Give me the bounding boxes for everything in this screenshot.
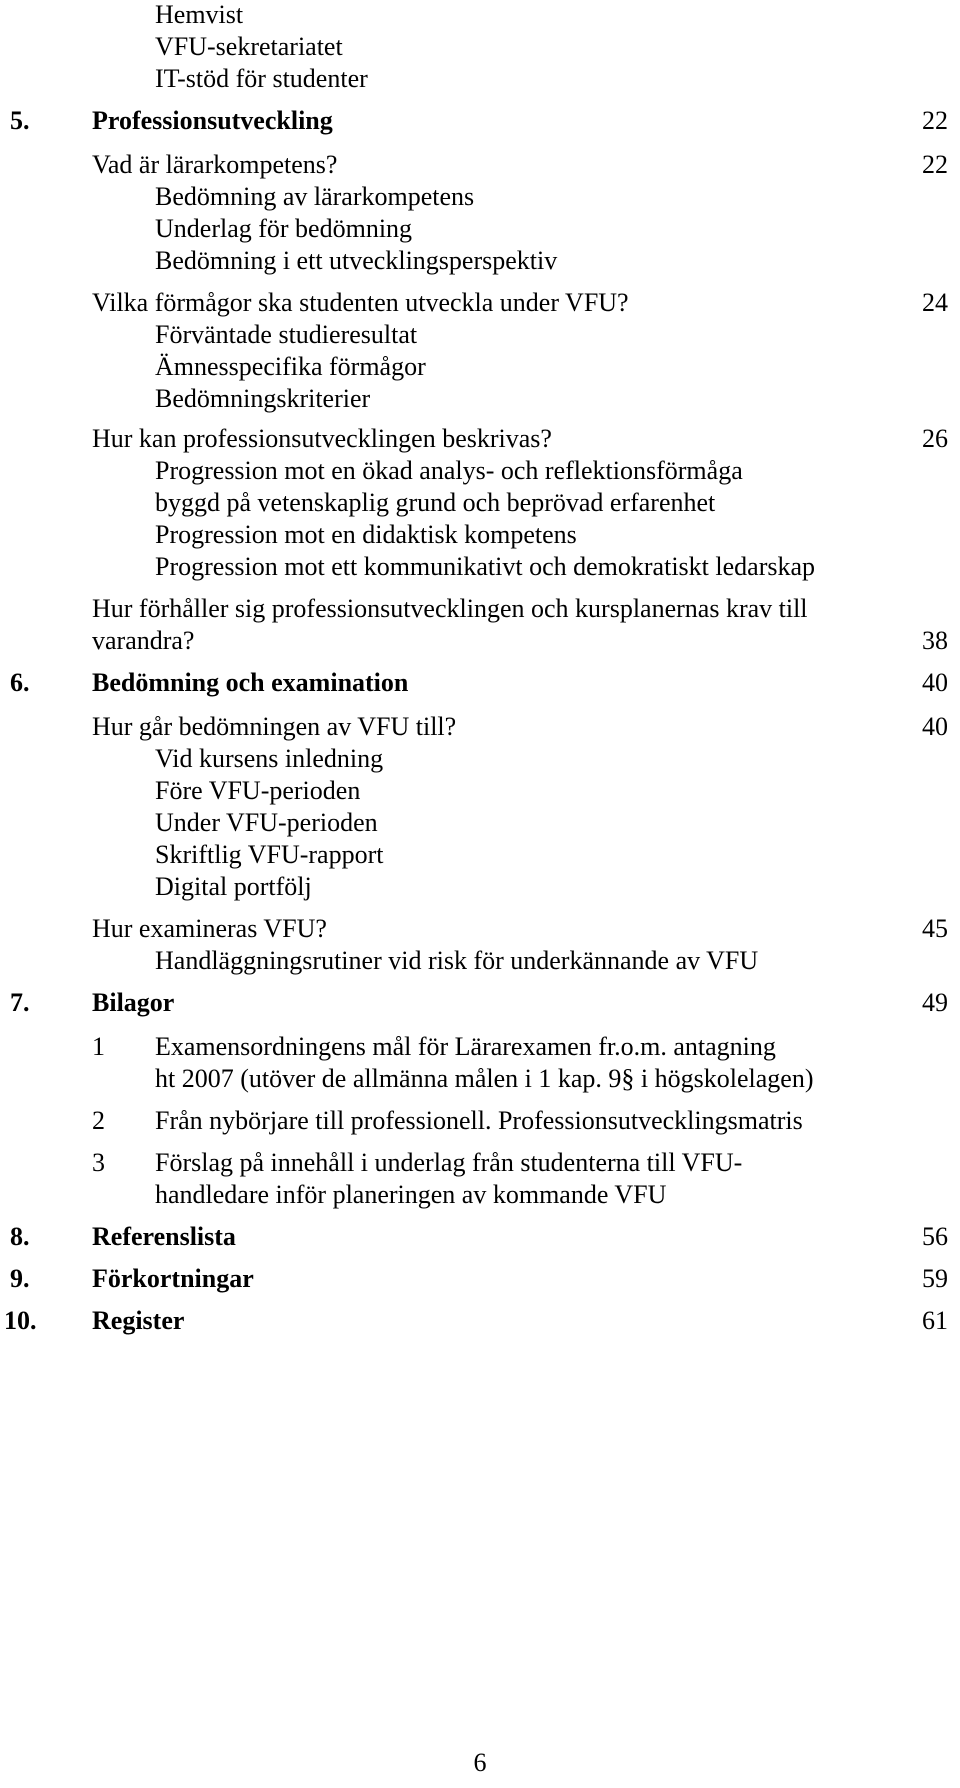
toc-item: byggd på vetenskaplig grund och beprövad erfarenhet bbox=[155, 488, 716, 517]
appendix-3-line2: handledare inför planeringen av kommande VFU bbox=[155, 1180, 667, 1209]
toc-item: Underlag för bedömning bbox=[155, 214, 413, 243]
section-kursplaner-title-line1: Hur förhåller sig professionsutvecklingen och kursplanernas krav till bbox=[92, 594, 808, 623]
chapter-8-number: 8. bbox=[10, 1222, 30, 1251]
toc-item: Under VFU-perioden bbox=[155, 808, 378, 837]
section-beskrivas-title: Hur kan professionsutvecklingen beskrivas? bbox=[92, 424, 552, 453]
section-examineras-page: 45 bbox=[922, 914, 948, 943]
appendix-1-number: 1 bbox=[92, 1032, 105, 1061]
toc-item-hemvist: Hemvist bbox=[155, 0, 244, 29]
toc-item: Progression mot en didaktisk kompetens bbox=[155, 520, 577, 549]
section-formagor-page: 24 bbox=[922, 288, 948, 317]
chapter-9-page: 59 bbox=[922, 1264, 948, 1293]
section-lararkompetens-page: 22 bbox=[922, 150, 948, 179]
appendix-2-line1: Från nybörjare till professionell. Professionsutvecklingsmatris bbox=[155, 1106, 803, 1135]
toc-item: Ämnesspecifika förmågor bbox=[155, 352, 426, 381]
appendix-3-line1: Förslag på innehåll i underlag från studenterna till VFU- bbox=[155, 1148, 743, 1177]
chapter-10-number: 10. bbox=[4, 1306, 37, 1335]
chapter-5-number: 5. bbox=[10, 106, 30, 135]
chapter-6-number: 6. bbox=[10, 668, 30, 697]
section-kursplaner-title-line2: varandra? bbox=[92, 626, 195, 655]
toc-item: Förväntade studieresultat bbox=[155, 320, 418, 349]
section-examineras-title: Hur examineras VFU? bbox=[92, 914, 327, 943]
toc-item-it-stod: IT-stöd för studenter bbox=[155, 64, 368, 93]
chapter-7-page: 49 bbox=[922, 988, 948, 1017]
chapter-8-page: 56 bbox=[922, 1222, 948, 1251]
toc-item-vfu-sekretariatet: VFU-sekretariatet bbox=[155, 32, 343, 61]
appendix-1-line2: ht 2007 (utöver de allmänna målen i 1 kap. 9§ i högskolelagen) bbox=[155, 1064, 814, 1093]
toc-item: Handläggningsrutiner vid risk för underkännande av VFU bbox=[155, 946, 759, 975]
section-formagor-title: Vilka förmågor ska studenten utveckla under VFU? bbox=[92, 288, 629, 317]
chapter-10-page: 61 bbox=[922, 1306, 948, 1335]
page-number: 6 bbox=[473, 1748, 487, 1777]
section-beskrivas-page: 26 bbox=[922, 424, 948, 453]
toc-item: Bedömning av lärarkompetens bbox=[155, 182, 475, 211]
chapter-5-page: 22 bbox=[922, 106, 948, 135]
toc-item: Före VFU-perioden bbox=[155, 776, 361, 805]
toc-item: Vid kursens inledning bbox=[155, 744, 384, 773]
toc-item: Progression mot en ökad analys- och reflektionsförmåga bbox=[155, 456, 743, 485]
chapter-6-page: 40 bbox=[922, 668, 948, 697]
appendix-2-number: 2 bbox=[92, 1106, 105, 1135]
chapter-6-title: Bedömning och examination bbox=[92, 668, 409, 697]
toc-item: Bedömning i ett utvecklingsperspektiv bbox=[155, 246, 558, 275]
chapter-5-title: Professionsutveckling bbox=[92, 106, 333, 135]
section-lararkompetens-title: Vad är lärarkompetens? bbox=[92, 150, 338, 179]
toc-item: Progression mot ett kommunikativt och demokratiskt ledarskap bbox=[155, 552, 816, 581]
chapter-7-number: 7. bbox=[10, 988, 30, 1017]
appendix-1-line1: Examensordningens mål för Lärarexamen fr.o.m. antagning bbox=[155, 1032, 776, 1061]
section-bedomning-page: 40 bbox=[922, 712, 948, 741]
section-bedomning-title: Hur går bedömningen av VFU till? bbox=[92, 712, 457, 741]
chapter-7-title: Bilagor bbox=[92, 988, 175, 1017]
section-kursplaner-page: 38 bbox=[922, 626, 948, 655]
chapter-10-title: Register bbox=[92, 1306, 185, 1335]
toc-item: Skriftlig VFU-rapport bbox=[155, 840, 384, 869]
chapter-9-title: Förkortningar bbox=[92, 1264, 254, 1293]
chapter-8-title: Referenslista bbox=[92, 1222, 236, 1251]
toc-item: Bedömningskriterier bbox=[155, 384, 371, 413]
chapter-9-number: 9. bbox=[10, 1264, 30, 1293]
toc-item: Digital portfölj bbox=[155, 872, 312, 901]
appendix-3-number: 3 bbox=[92, 1148, 105, 1177]
